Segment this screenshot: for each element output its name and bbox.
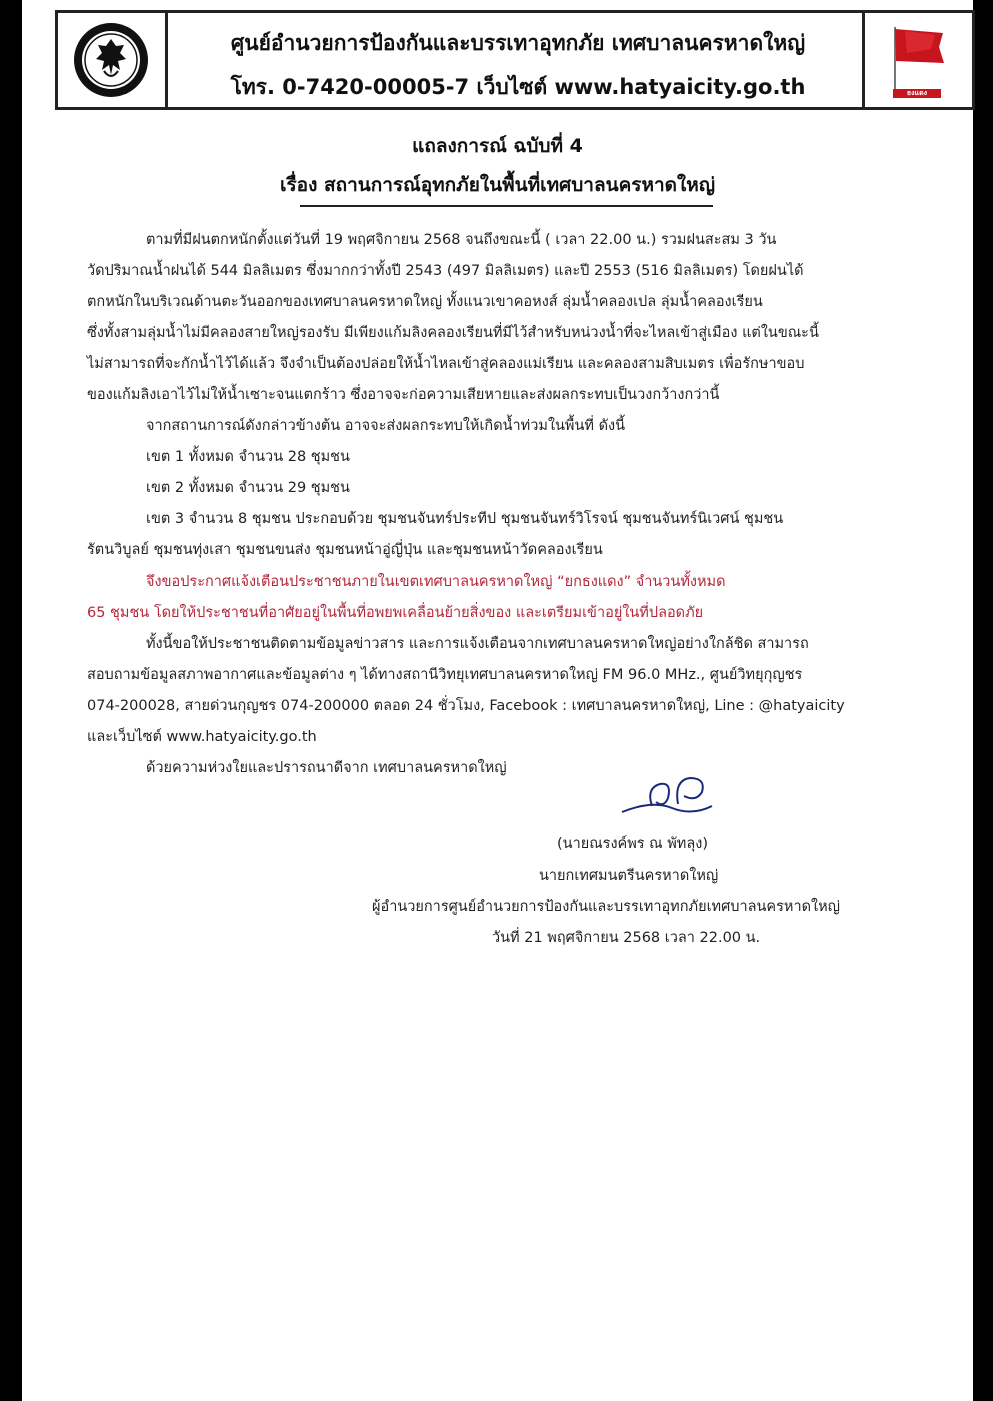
document-page xyxy=(22,0,973,1401)
contact-line: และเว็บไซต์ www.hatyaicity.go.th xyxy=(87,729,317,745)
zone-1-line: เขต 1 ทั้งหมด จำนวน 28 ชุมชน xyxy=(146,449,350,465)
signer-position: นายกเทศมนตรีนครหาดใหญ่ xyxy=(539,868,719,884)
announcement-subject: เรื่อง สถานการณ์อุทกภัยในพื้นที่เทศบาลนครหาดใหญ่ xyxy=(279,174,716,196)
paragraph-line: ซึ่งทั้งสามลุ่มน้ำไม่มีคลองสายใหญ่รองรับ มีเพียงแก้มลิงคลองเรียนที่มีไว้สำหรับหน่วงน้ำที่จะไหลเข้าสู่เมือง แต่ในขณะนี้ xyxy=(87,325,819,341)
subject-underline xyxy=(300,205,713,207)
letterhead-contact: โทร. 0-7420-00005-7 เว็บไซต์ www.hatyaicity.go.th xyxy=(230,75,806,99)
paragraph-line: ตามที่มีฝนตกหนักตั้งแต่วันที่ 19 พฤศจิกายน 2568 จนถึงขณะนี้ ( เวลา 22.00 น.) รวมฝนสะสม 3 วัน xyxy=(146,232,777,248)
contact-line: สอบถามข้อมูลสภาพอากาศและข้อมูลต่าง ๆ ได้ทางสถานีวิทยุเทศบาลนครหาดใหญ่ FM 96.0 MHz., ศูนย์วิทยุกุญชร xyxy=(87,667,803,683)
logo-cell xyxy=(58,13,168,107)
flag-cell xyxy=(862,13,972,107)
contact-line: ทั้งนี้ขอให้ประชาชนติดตามข้อมูลข่าวสาร และการแจ้งเตือนจากเทศบาลนครหาดใหญ่อย่างใกล้ชิด สามารถ xyxy=(146,636,809,652)
zone-3-line: รัตนวิบูลย์ ชุมชนทุ่งเสา ชุมชนขนส่ง ชุมชนหน้าอู่ญี่ปุ่น และชุมชนหน้าวัดคลองเรียน xyxy=(87,542,603,558)
announcement-title: แถลงการณ์ ฉบับที่ 4 xyxy=(412,135,583,157)
letterhead xyxy=(55,10,975,110)
contact-line: 074-200028, สายด่วนกุญชร 074-200000 ตลอด 24 ชั่วโมง, Facebook : เทศบาลนครหาดใหญ่, Line : @hatyaicity xyxy=(87,698,845,714)
paragraph-line: วัดปริมาณน้ำฝนได้ 544 มิลลิเมตร ซึ่งมากกว่าทั้งปี 2543 (497 มิลลิเมตร) และปี 2553 (516 มิลลิเมตร) โดยฝนได้ xyxy=(87,263,804,279)
warning-line: 65 ชุมชน โดยให้ประชาชนที่อาศัยอยู่ในพื้นที่อพยพเคลื่อนย้ายสิ่งของ และเตรียมเข้าอยู่ในที่ปลอดภัย xyxy=(87,605,704,621)
municipality-seal-icon xyxy=(58,13,165,107)
paragraph-line: จากสถานการณ์ดังกล่าวข้างต้น อาจจะส่งผลกระทบให้เกิดน้ำท่วมในพื้นที่ ดังนี้ xyxy=(146,418,625,434)
closing-line: ด้วยความห่วงใยและปรารถนาดีจาก เทศบาลนครหาดใหญ่ xyxy=(146,760,507,776)
signer-name: (นายณรงค์พร ณ พัทลุง) xyxy=(557,836,708,852)
signer-role: ผู้อำนวยการศูนย์อำนวยการป้องกันและบรรเทาอุทกภัยเทศบาลนครหาดใหญ่ xyxy=(372,899,841,915)
paragraph-line: ไม่สามารถที่จะกักน้ำไว้ได้แล้ว จึงจำเป็นต้องปล่อยให้น้ำไหลเข้าสู่คลองแม่เรียน และคลองสามสิบเมตร เพื่อรักษาขอบ xyxy=(87,356,805,372)
flag-caption: ธงแดง xyxy=(893,89,941,98)
letterhead-title: ศูนย์อำนวยการป้องกันและบรรเทาอุทกภัย เทศบาลนครหาดใหญ่ xyxy=(230,31,806,55)
paragraph-line: ของแก้มลิงเอาไว้ไม่ให้น้ำเซาะจนแตกร้าว ซึ่งอาจจะก่อความเสียหายและส่งผลกระทบเป็นวงกว้างกว่านี้ xyxy=(87,387,720,403)
signature-icon xyxy=(612,770,742,825)
warning-line: จึงขอประกาศแจ้งเตือนประชาชนภายในเขตเทศบาลนครหาดใหญ่ “ยกธงแดง” จำนวนทั้งหมด xyxy=(146,574,726,590)
zone-3-line: เขต 3 จำนวน 8 ชุมชน ประกอบด้วย ชุมชนจันทร์ประทีป ชุมชนจันทร์วิโรจน์ ชุมชนจันทร์นิเวศน์ ชุมชน xyxy=(146,511,784,527)
paragraph-line: ตกหนักในบริเวณด้านตะวันออกของเทศบาลนครหาดใหญ่ ทั้งแนวเขาคอหงส์ ลุ่มน้ำคลองเปล ลุ่มน้ำคลองเรียน xyxy=(87,294,763,310)
signature-date: วันที่ 21 พฤศจิกายน 2568 เวลา 22.00 น. xyxy=(492,930,761,946)
zone-2-line: เขต 2 ทั้งหมด จำนวน 29 ชุมชน xyxy=(146,480,350,496)
